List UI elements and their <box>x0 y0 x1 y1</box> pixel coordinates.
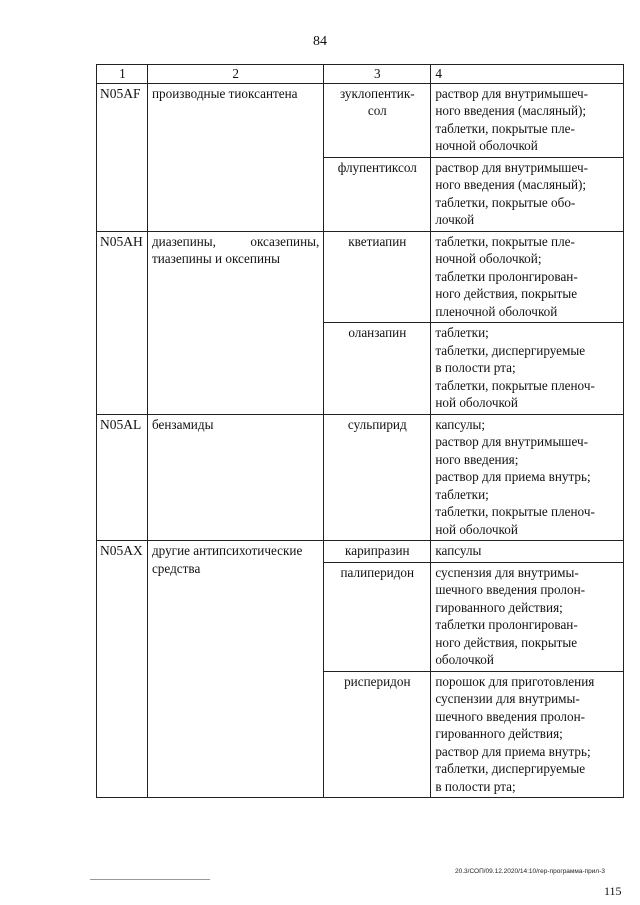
dosage-forms-cell <box>431 157 624 231</box>
drug-name-cell: палиперидон <box>324 562 431 671</box>
dosage-form-line: лочкой <box>435 212 475 227</box>
dosage-form-line: раствор для приема внутрь; <box>435 469 591 484</box>
dosage-form-line: ной оболочкой <box>435 395 518 410</box>
atc-code-cell: N05AX <box>97 541 148 798</box>
drug-name-cell: карипразин <box>324 541 431 563</box>
dosage-form-line: капсулы <box>435 543 482 558</box>
dosage-form-line: раствор для внутримышеч- <box>435 85 589 101</box>
dosage-form-line: суспензия для внутримы- <box>435 564 579 580</box>
dosage-form-line: таблетки, покрытые пленоч- <box>435 504 595 519</box>
dosage-forms-cell <box>431 562 624 671</box>
dosage-form-line: шечного введения пролон- <box>435 582 586 597</box>
drug-table <box>96 64 624 798</box>
atc-code-cell: N05AL <box>97 414 148 541</box>
dosage-form-line: таблетки; <box>435 325 489 340</box>
group-name-cell: бензамиды <box>147 414 323 541</box>
table-body <box>97 83 624 798</box>
dosage-forms-cell <box>431 83 624 157</box>
group-name-cell: другие антипсихотические средства <box>147 541 323 798</box>
group-name-cell: производные тиоксантена <box>147 83 323 231</box>
column-header-3: 3 <box>324 65 431 84</box>
dosage-form-line: гированного действия; <box>435 599 563 615</box>
dosage-forms-cell <box>431 231 624 323</box>
dosage-form-line: оболочкой <box>435 652 494 667</box>
dosage-forms-cell <box>431 671 624 798</box>
table-row <box>97 541 624 563</box>
drug-name-cell: кветиапин <box>324 231 431 323</box>
dosage-form-line: ного действия, покрытые <box>435 286 578 301</box>
dosage-form-line: таблетки, покрытые пле- <box>435 233 575 249</box>
table-row <box>97 414 624 541</box>
dosage-form-line: таблетки; <box>435 486 489 502</box>
table-row <box>97 231 624 323</box>
dosage-form-line: раствор для внутримышеч- <box>435 434 589 449</box>
atc-code-cell: N05AF <box>97 83 148 231</box>
dosage-form-line: суспензии для внутримы- <box>435 691 580 706</box>
dosage-form-line: гированного действия; <box>435 726 563 741</box>
dosage-form-line: таблетки, диспергируемые <box>435 342 586 358</box>
dosage-form-line: порошок для приготовления <box>435 673 595 689</box>
drug-name-cell: рисперидон <box>324 671 431 798</box>
table-row <box>97 83 624 157</box>
dosage-form-line: таблетки, покрытые пле- <box>435 120 575 136</box>
dosage-form-line: ночной оболочкой; <box>435 251 542 266</box>
page-number-bottom: 115 <box>604 884 622 898</box>
dosage-form-line: ной оболочкой <box>435 521 518 537</box>
column-header-2: 2 <box>147 65 323 84</box>
dosage-form-line: ного введения (масляный); <box>435 177 587 192</box>
page-number-top: 84 <box>313 34 327 49</box>
footer-rule <box>90 879 210 880</box>
dosage-form-line: ночной оболочкой <box>435 138 538 153</box>
dosage-form-line: ного введения (масляный); <box>435 103 587 118</box>
drug-name-cell: сульпирид <box>324 414 431 541</box>
drug-name-cell: зуклопентик- сол <box>324 83 431 157</box>
footer-document-code: 20.3/СОП/09.12.2020/14:10/гер-программа-прил-3 <box>455 868 605 875</box>
dosage-form-line: таблетки, покрытые обо- <box>435 194 576 210</box>
atc-code-cell: N05AH <box>97 231 148 414</box>
dosage-form-line: таблетки пролонгирован- <box>435 268 578 284</box>
column-header-4: 4 <box>431 65 624 84</box>
dosage-form-line: в полости рта; <box>435 360 516 375</box>
table-header-row <box>97 65 624 84</box>
dosage-form-line: таблетки пролонгирован- <box>435 617 578 632</box>
dosage-form-line: раствор для внутримышеч- <box>435 159 589 175</box>
dosage-form-line: раствор для приема внутрь; <box>435 743 591 759</box>
drug-name-cell: оланзапин <box>324 323 431 415</box>
dosage-form-line: таблетки, покрытые пленоч- <box>435 377 595 393</box>
group-name-cell: диазепины, оксазепины, тиазепины и оксепины <box>147 231 323 414</box>
dosage-form-line: капсулы; <box>435 416 486 432</box>
dosage-forms-cell <box>431 541 624 563</box>
dosage-form-line: ного введения; <box>435 451 519 467</box>
dosage-form-line: пленочной оболочкой <box>435 303 558 319</box>
dosage-form-line: ного действия, покрытые <box>435 634 578 650</box>
dosage-form-line: шечного введения пролон- <box>435 708 586 724</box>
dosage-forms-cell <box>431 414 624 541</box>
dosage-form-line: в полости рта; <box>435 778 516 794</box>
drug-name-cell: флупентиксол <box>324 157 431 231</box>
dosage-forms-cell <box>431 323 624 415</box>
dosage-form-line: таблетки, диспергируемые <box>435 761 586 776</box>
column-header-1: 1 <box>97 65 148 84</box>
